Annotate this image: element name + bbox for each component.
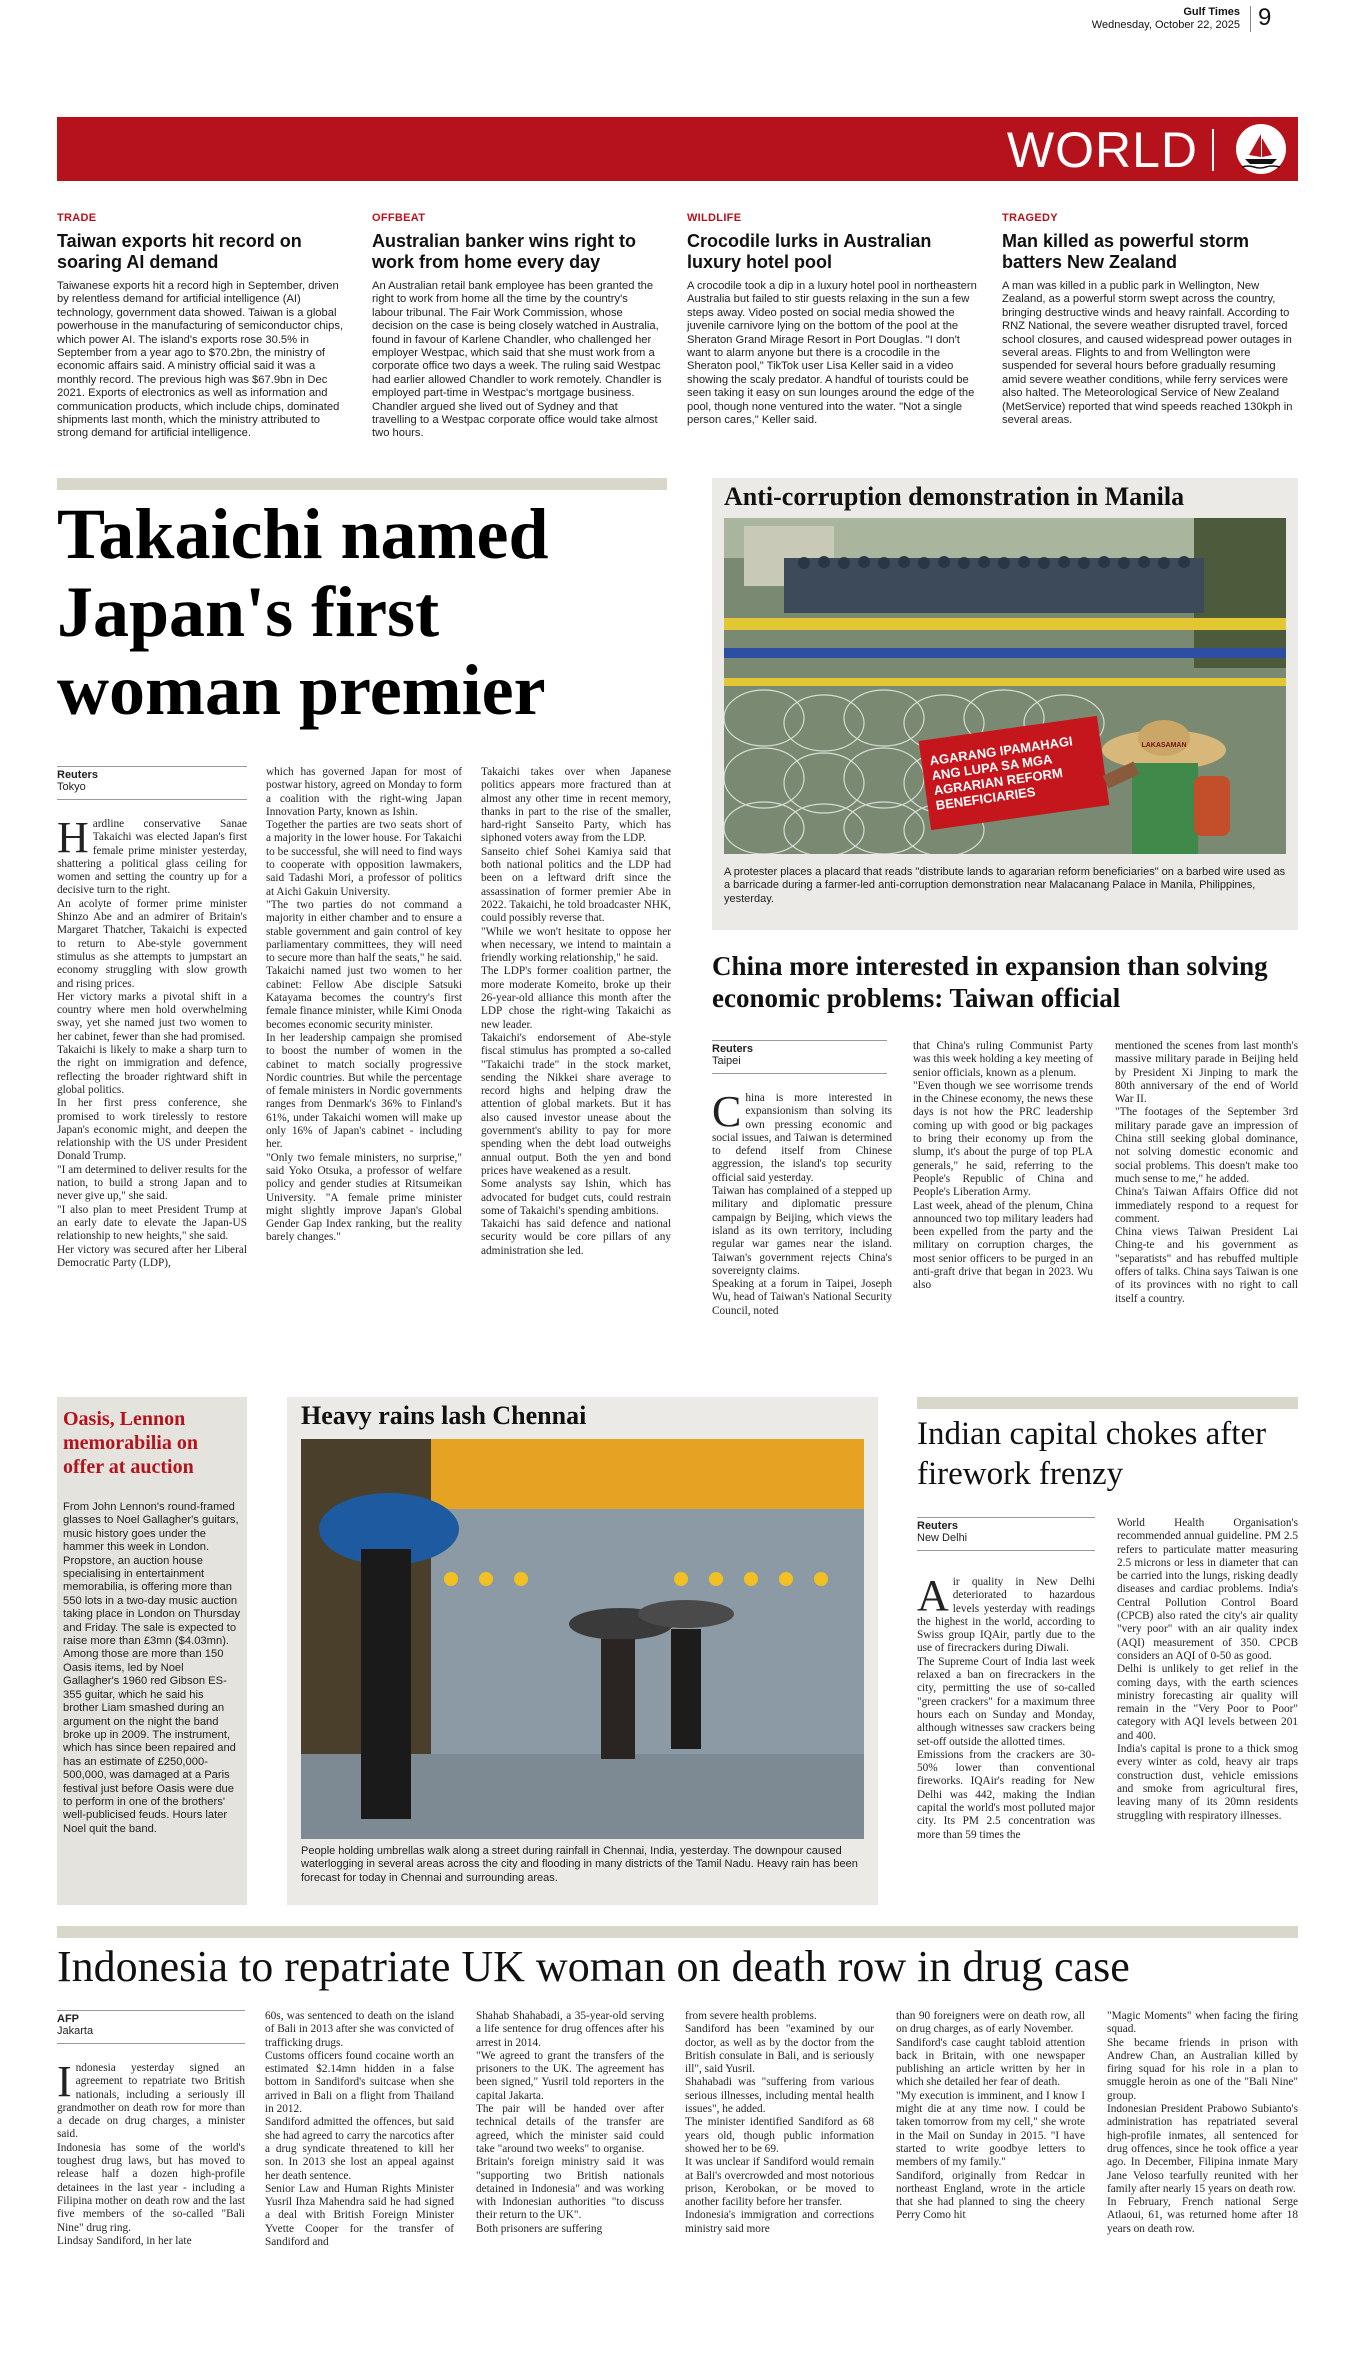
sailing-boat-icon xyxy=(1236,124,1286,174)
masthead-date: Wednesday, October 22, 2025 xyxy=(1091,19,1240,31)
brief-tragedy xyxy=(1002,212,1297,427)
article-paragraph: "We agreed to grant the transfers of the prisoners to the UK. The agreement has been signed," Yusril told reporters in the capital Jakarta. xyxy=(476,2049,664,2102)
article-paragraph: which has governed Japan for most of postwar history, agreed on Monday to form a coalition with the right-wing Japan Innovation Party, known as Ishin. xyxy=(266,766,462,818)
byline-dateline: Tokyo xyxy=(57,781,86,793)
brief-wildlife xyxy=(687,212,977,427)
article-paragraph: Her victory was secured after her Liberal Democratic Party (LDP), xyxy=(57,1243,247,1269)
article-paragraph: Britain's foreign ministry said it was "supporting two British nationals detained in Indonesia" and was working with Indonesian authorities "to discuss their return to the UK". xyxy=(476,2156,664,2222)
lead-byline xyxy=(57,766,247,800)
indonesia-column-4 xyxy=(685,2010,874,2236)
placard-text: AGARANG IPAMAHAGI ANG LUPA SA MGA AGRARIAN REFORM BENEFICIARIES xyxy=(928,733,1074,813)
article-paragraph: India's capital is prone to a thick smog every winter as cold, heavy air traps construction dust, vehicle emissions and smoke from agricultural fires, leaving many of its 20mn residents struggling with respiratory illnesses. xyxy=(1117,1743,1298,1822)
article-paragraph: Lindsay Sandiford, in her late xyxy=(57,2234,192,2247)
dropcap: C xyxy=(712,1087,742,1136)
chennai-rain-photo xyxy=(301,1439,864,1839)
brief-kicker: OFFBEAT xyxy=(372,212,426,224)
byline-agency: Reuters xyxy=(712,1043,753,1055)
article-paragraph: In February, French national Serge Atlaoui, 61, was returned home after 18 years on death row. xyxy=(1107,2196,1298,2235)
lead-story-rule xyxy=(57,478,667,490)
article-paragraph: Customs officers found cocaine worth an estimated $2.14mn hidden in a false bottom in Sandiford's suitcase when she arrived in Bali on a flight from Thailand in 2012. xyxy=(265,2049,454,2116)
article-paragraph: "I also plan to meet President Trump at an early date to elevate the Japan-US relationship to new heights," she said. xyxy=(57,1203,247,1243)
byline-agency: Reuters xyxy=(917,1520,958,1532)
article-paragraph: "The footages of the September 3rd military parade gave an impression of China still seeking global dominance, not solving domestic economic and social problems. This doesn't make too much sense to me," he added. xyxy=(1115,1106,1298,1185)
indonesia-headline: Indonesia to repatriate UK woman on death row in drug case xyxy=(57,1942,1130,1991)
header-divider xyxy=(1250,6,1251,32)
brief-kicker: WILDLIFE xyxy=(687,212,742,224)
article-paragraph: In her leadership campaign she promised to boost the number of women in the cabinet to match socially progressive Nordic countries. But while the percentage of female ministers in Nordic governments ranges from Denmark's 36% to Finland's 61%, under Takaichi women will make up only 16% of Japan's cabinet - including her. xyxy=(266,1031,462,1151)
byline-dateline: Jakarta xyxy=(57,2025,94,2037)
article-paragraph: mentioned the scenes from last month's massive military parade in Beijing held by President Xi Jinping to mark the 80th anniversary of the end of World War II. xyxy=(1115,1040,1298,1106)
indonesia-column-6 xyxy=(1107,2010,1298,2236)
article-paragraph: The Supreme Court of India last week relaxed a ban on firecrackers in the city, permitting the use of so-called "green crackers" for a maximum three hours each on Sunday and Monday, although witnesses saw crackers being set-off outside the allotted times. xyxy=(917,1655,1095,1748)
article-paragraph: "Even though we see worrisome trends in the Chinese economy, the news these days is not how the PRC leadership coming up with good or big packages to bring their economy up from the slump, it's about the purge of top PLA generals," he said, referring to the People's Republic of China and People's Liberation Army. xyxy=(913,1079,1093,1199)
article-paragraph: Sandiford has been "examined by our doctor, as well as by the doctor from the British consulate in Bali, and is seriously ill", said Yusril. xyxy=(685,2023,874,2076)
byline-dateline: New Delhi xyxy=(917,1532,968,1544)
article-paragraph: "My execution is imminent, and I know I might die at any time now. I could be taken tomorrow from my cell," she wrote in the Mail on Sunday in 2015. "I have started to write goodbye letters to members of my family." xyxy=(896,2089,1085,2169)
brief-body: A man was killed in a public park in Wellington, New Zealand, as a powerful storm swept across the country, bringing destructive winds and heavy rainfall. According to RNZ National, the severe weather disrupted travel, forced school closures, and caused widespread power outages in several areas. Flights to and from Wellington were suspended for several hours before gradually resuming amid severe weather conditions, while ferry services were also halted. The Meteorological Service of New Zealand (MetService) reported that wind speeds reached 130kph in several areas. xyxy=(1002,280,1293,427)
section-title: WORLD xyxy=(1006,122,1198,178)
chennai-photo-block xyxy=(287,1397,878,1905)
brief-body: An Australian retail bank employee has been granted the right to work from home all the time by the country's labour tribunal. The Fair Work Commission, whose decision on the case is being closely watched in Australia, found in favour of Karlene Chandler, who challenged her employer Westpac, which said that she must work from a corporate office two days a week. The ruling said Westpac had earlier allowed Chandler to work remotely. Chandler is employed part-time in Westpac's mortgage business. Chandler argued she lived out of Sydney and that travelling to a Westpac corporate office would take almost two hours. xyxy=(372,280,662,440)
photo-caption: A protester places a placard that reads "distribute lands to agararian reform beneficiaries" on a barbed wire used as a barricade during a farmer-led anti-corruption demonstration near Malacanang Palace in Manila, Philippines, yesterday. xyxy=(724,866,1286,905)
taiwan-headline: China more interested in expansion than solving economic problems: Taiwan official xyxy=(712,951,1268,1013)
sidebar-body: From John Lennon's round-framed glasses to Noel Gallagher's guitars, music history goes under the hammer this week in London. Propstore, an auction house specialising in entertainment memorabilia, is offering more than 550 lots in a two-day music auction taking place in London on Thursday and Friday. The sale is expected to raise more than £3mn ($4.03mn). Among those are more than 150 Oasis items, led by Noel Gallagher's 1960 red Gibson ES-355 guitar, which he said his brother Liam smashed during an argument on the night the band broke up in 2009. The instrument, which has since been repaired and has an estimate of £250,000-500,000, was damaged at a Paris festival just before Oasis were due to perform in one of the brothers' well-publicised feuds. Hours later Noel quit the band. xyxy=(63,1501,241,1835)
indonesia-column-3 xyxy=(476,2010,664,2236)
article-paragraph: Indonesia's immigration and corrections ministry said more xyxy=(685,2209,874,2235)
indonesia-column-2 xyxy=(265,2010,454,2249)
delhi-headline: Indian capital chokes after firework frenzy xyxy=(917,1416,1267,1492)
article-paragraph: than 90 foreigners were on death row, all on drug charges, as of early November. xyxy=(896,2010,1085,2036)
article-paragraph: ndonesia yesterday signed an agreement to repatriate two British nationals, including a seriously ill grandmother on death row for more than a decade on drug charges, a minister said. xyxy=(57,2062,245,2141)
article-paragraph: The LDP's former coalition partner, the more moderate Komeito, broke up their 26-year-old alliance this month after the LDP chose the right-wing Takaichi as new leader. xyxy=(481,965,671,1031)
article-paragraph: Some analysts say Ishin, which has advocated for budget cuts, could restrain some of Takaichi's spending ambitions. xyxy=(481,1178,671,1217)
brief-trade xyxy=(57,212,347,441)
article-paragraph: She became friends in prison with Andrew Chan, an Australian killed by firing squad for his role in a plan to smuggle heroin as one of the "Bali Nine" group. xyxy=(1107,2036,1298,2102)
lead-column-3 xyxy=(481,766,671,1258)
article-paragraph: Takaichi takes over when Japanese politics appears more fractured than at almost any other time in recent memory, thanks in part to the rise of the smaller, hard-right Sanseito Party, which has siphoned voters away from the LDP. xyxy=(481,766,671,845)
brief-title: Taiwan exports hit record on soaring AI demand xyxy=(57,231,302,272)
article-paragraph: from severe health problems. xyxy=(685,2010,817,2022)
taiwan-column-1 xyxy=(712,1087,892,1318)
brief-body: A crocodile took a dip in a luxury hotel pool in northeastern Australia but failed to stir guests relaxing in the sun a few steps away. Video posted on social media showed the juvenile carnivore lying on the bottom of the pool at the Sheraton Grand Mirage Resort in Port Douglas. "I don't want to alarm anyone but there is a crocodile in the Sheraton pool," TikTok user Lisa Keller said in a video showing the scaly predator. A handful of tourists could be seen taking it easy on sun lounges around the edge of the pool, though none ventured into the water. "Not a single person cares," Keller said. xyxy=(687,280,977,427)
article-paragraph: In her first press conference, she promised to work tirelessly to restore Japan's economic might, and deepen the relationship with the US under President Donald Trump. xyxy=(57,1097,247,1163)
article-paragraph: Delhi is unlikely to get relief in the coming days, with the earth sciences ministry forecasting air quality will remain in the "Very Poor to Poor" category with AQI levels between 201 and 400. xyxy=(1117,1663,1298,1742)
manila-protest-photo xyxy=(724,518,1286,854)
brief-body: Taiwanese exports hit a record high in September, driven by relentless demand for artificial intelligence (AI) technology, government data showed. Taiwan is a global powerhouse in the manufacturing of semiconductor chips, which power AI. The island's exports rose 30.5% in September from a year ago to $70.2bn, the ministry of economic affairs said. A ministry official said it was a monthly record. The previous high was $67.9bn in Dec 2021. Exports of electronics as well as information and communication products, which include chips, dominated shipments last month, which the ministry attributed to strong demand for artificial intelligence. xyxy=(57,280,344,440)
photo-title: Heavy rains lash Chennai xyxy=(301,1401,587,1430)
article-paragraph: ir quality in New Delhi deteriorated to hazardous levels yesterday with readings the highest in the world, according to Swiss group IQAir, partly due to the use of firecrackers during Diwali. xyxy=(917,1576,1095,1655)
article-paragraph: that China's ruling Communist Party was this week holding a key meeting of senior officials, known as a plenum. xyxy=(913,1040,1093,1079)
article-paragraph: Speaking at a forum in Taipei, Joseph Wu, head of Taiwan's National Security Council, noted xyxy=(712,1278,892,1317)
photo-title: Anti-corruption demonstration in Manila xyxy=(724,482,1185,511)
photo-caption: People holding umbrellas walk along a street during rainfall in Chennai, India, yesterday. The downpour caused waterlogging in several areas across the city and flooding in many districts of the Tamil Nadu. Heavy rain has been forecast for today in Chennai and surrounding areas. xyxy=(301,1845,858,1884)
dropcap: A xyxy=(917,1571,949,1620)
article-paragraph: Together the parties are two seats short of a majority in the lower house. For Takaichi to be successful, she will need to find ways to cooperate with opposition lawmakers, said Tadashi Mori, a professor of politics at Aichi Gakuin University. xyxy=(266,819,462,898)
brief-title: Crocodile lurks in Australian luxury hotel pool xyxy=(687,231,932,272)
article-paragraph: "While we won't hesitate to oppose her when necessary, we intend to maintain a friendly working relationship," he said. xyxy=(481,925,671,965)
sidebar-title: Oasis, Lennon memorabilia on offer at auction xyxy=(63,1408,198,1478)
article-paragraph: hina is more interested in expansionism than solving its own pressing economic and social issues, and Taiwan is determined to defend itself from Chinese aggression, the island's top security official said yesterday. xyxy=(712,1092,892,1184)
masthead-publication: Gulf Times xyxy=(1183,6,1240,18)
taiwan-byline xyxy=(712,1040,887,1074)
brief-kicker: TRAGEDY xyxy=(1002,212,1058,224)
byline-dateline: Taipei xyxy=(712,1055,741,1067)
section-title-divider xyxy=(1212,129,1214,171)
hat-text: LAKASAMAN xyxy=(1141,742,1187,749)
dropcap: H xyxy=(57,813,89,862)
article-paragraph: An acolyte of former prime minister Shinzo Abe and an admirer of Britain's Margaret Thatcher, Takaichi is expected to return to Abe-style government stimulus as she attempts to jumpstart an economy struggling with slow growth and rising prices. xyxy=(57,897,247,990)
taiwan-column-3 xyxy=(1115,1040,1298,1306)
taiwan-column-2 xyxy=(913,1040,1093,1293)
article-paragraph: Taiwan has complained of a stepped up military and diplomatic pressure campaign by Beijing, which views the island as its own territory, including regular war games near the island. Taiwan's government rejects China's sovereignty claims. xyxy=(712,1185,892,1277)
article-paragraph: 60s, was sentenced to death on the island of Bali in 2013 after she was convicted of trafficking drugs. xyxy=(265,2010,454,2049)
delhi-byline xyxy=(917,1517,1095,1551)
delhi-column-1 xyxy=(917,1571,1095,1842)
lead-headline: Takaichi named Japan's first woman premier xyxy=(57,494,549,730)
byline-agency: Reuters xyxy=(57,769,98,781)
article-paragraph: "Only two female ministers, no surprise," said Yoko Otsuka, a professor of welfare policy and gender studies at Ritsumeikan University. "A female prime minister might slightly improve Japan's Global Gender Gap Index ranking, but the reality barely changes." xyxy=(266,1151,462,1244)
indonesia-column-1 xyxy=(57,2057,245,2248)
brief-kicker: TRADE xyxy=(57,212,97,224)
byline-agency: AFP xyxy=(57,2013,79,2025)
article-paragraph: Indonesia has some of the world's toughest drug laws, but has moved to release half a dozen high-profile detainees in the last year - including a Filipina mother on death row and the last five members of the so-called "Bali Nine" drug ring. xyxy=(57,2141,245,2234)
article-paragraph: Takaichi has said defence and national security would be core pillars of any administration she led. xyxy=(481,1218,671,1257)
brief-title: Australian banker wins right to work from home every day xyxy=(372,231,637,272)
article-paragraph: The minister identified Sandiford as 68 years old, though public information showed her to be 69. xyxy=(685,2116,874,2155)
brief-title: Man killed as powerful storm batters New Zealand xyxy=(1002,231,1250,272)
article-paragraph: Sanseito chief Sohei Kamiya said that both national politics and the LDP had been on a leftward drift since the assassination of former premier Abe in 2022. Takaichi, he told broadcaster NHK, could possibly reverse that. xyxy=(481,845,671,925)
article-paragraph: "I am determined to deliver results for the nation, to build a strong Japan and to never give up," she said. xyxy=(57,1163,247,1203)
article-paragraph: Indonesian President Prabowo Subianto's administration has repatriated several high-profile inmates, all sentenced for drug offences, since he took office a year ago. In December, Filipina inmate Mary Jane Veloso tearfully reunited with her family after nearly 15 years on death row. xyxy=(1107,2103,1298,2195)
article-paragraph: The pair will be handed over after technical details of the transfer are agreed, which the minister said could take "around two weeks" to organise. xyxy=(476,2103,664,2155)
page-number: 9 xyxy=(1258,4,1272,31)
article-paragraph: "Magic Moments" when facing the firing squad. xyxy=(1107,2010,1298,2036)
article-paragraph: China's Taiwan Affairs Office did not immediately respond to a request for comment. xyxy=(1115,1186,1298,1225)
dropcap: I xyxy=(57,2057,72,2106)
lead-column-2 xyxy=(266,766,462,1245)
article-paragraph: Sandiford, originally from Redcar in northeast England, wrote in the article that she had planned to sing the cheery Perry Como hit xyxy=(896,2169,1085,2222)
article-paragraph: Her victory marks a pivotal shift in a country where men hold overwhelming sway, yet she named just two women to her cabinet, fewer than she had promised. xyxy=(57,990,247,1043)
article-paragraph: Takaichi is likely to make a sharp turn to the right on immigration and defence, reflecting the broader rightward shift in global politics. xyxy=(57,1044,247,1096)
indonesia-column-5 xyxy=(896,2010,1085,2223)
indonesia-story-rule xyxy=(57,1926,1298,1938)
delhi-column-2 xyxy=(1117,1517,1298,1823)
article-paragraph: Shahab Shahabadi, a 35-year-old serving a life sentence for drug offences after his arrest in 2014. xyxy=(476,2010,664,2049)
article-paragraph: It was unclear if Sandiford would remain at Bali's overcrowded and most notorious prison, Kerobokan, or be moved to another facility before her transfer. xyxy=(685,2156,874,2209)
lead-column-1 xyxy=(57,813,247,1270)
oasis-sidebar xyxy=(57,1397,247,1905)
article-paragraph: World Health Organisation's recommended annual guideline. PM 2.5 refers to particulate matter measuring 2.5 microns or less in diameter that can be carried into the lungs, risking deadly diseases and cardiac problems. India's Central Pollution Control Board (CPCB) also rated the city's air quality "very poor" with an air quality index (AQI) measurement of 350. CPCB considers an AQI of 0-50 as good. xyxy=(1117,1517,1298,1662)
indonesia-byline xyxy=(57,2010,245,2044)
article-paragraph: Senior Law and Human Rights Minister Yusril Ihza Mahendra said he had signed a deal with British Foreign Minister Yvette Cooper for the transfer of Sandiford and xyxy=(265,2182,454,2249)
article-paragraph: Last week, ahead of the plenum, China announced two top military leaders had been expelled from the party and the military on corruption charges, the most senior officers to be purged in an anti-graft drive that began in 2023. Wu also xyxy=(913,1199,1093,1292)
delhi-story-rule xyxy=(917,1397,1298,1409)
article-paragraph: China views Taiwan President Lai Ching-te and his government as "separatists" and has rebuffed multiple offers of talks. China says Taiwan is one of its provinces with no right to call itself a country. xyxy=(1115,1226,1298,1305)
article-paragraph: Both prisoners are suffering xyxy=(476,2222,603,2235)
article-paragraph: Shahabadi was "suffering from various serious illnesses, including mental health issues", he added. xyxy=(685,2076,874,2116)
article-paragraph: Emissions from the crackers are 30-50% lower than conventional fireworks. IQAir's reading for New Delhi was 442, making the Indian capital the world's most polluted major city. Its PM 2.5 concentration was more than 59 times the xyxy=(917,1748,1095,1841)
article-paragraph: "The two parties do not command a majority in either chamber and to ensure a stable government and gain control of key parliamentary committees, they will need to secure more than half the seats," he said. Takaichi named just two women to her cabinet: Fellow Abe disciple Satsuki Katayama becomes the country's first female finance minister, while Kimi Onoda becomes economic security minister. xyxy=(266,898,462,1031)
section-banner xyxy=(57,117,1298,181)
brief-offbeat xyxy=(372,212,662,441)
article-paragraph: Takaichi's endorsement of Abe-style fiscal stimulus has prompted a so-called "Takaichi trade" in the stock market, sending the Nikkei share average to record highs and helping draw the attention of global markets. But it has also caused investor unease about the government's ability to pay for more spending when the debt load outweighs annual output. Both the yen and bond prices have weakened as a result. xyxy=(481,1031,671,1177)
article-paragraph: Sandiford's case caught tabloid attention back in Britain, with one newspaper publishing an article written by her in which she detailed her fear of death. xyxy=(896,2036,1085,2089)
manila-photo-block xyxy=(712,478,1298,930)
article-paragraph: Sandiford admitted the offences, but said she had agreed to carry the narcotics after a drug syndicate threatened to kill her son. In 2013 she lost an appeal against her death sentence. xyxy=(265,2116,454,2182)
article-paragraph: ardline conservative Sanae Takaichi was elected Japan's first female prime minister yesterday, shattering a political glass ceiling for women and setting the country up for a decisive turn to the right. xyxy=(57,818,247,897)
